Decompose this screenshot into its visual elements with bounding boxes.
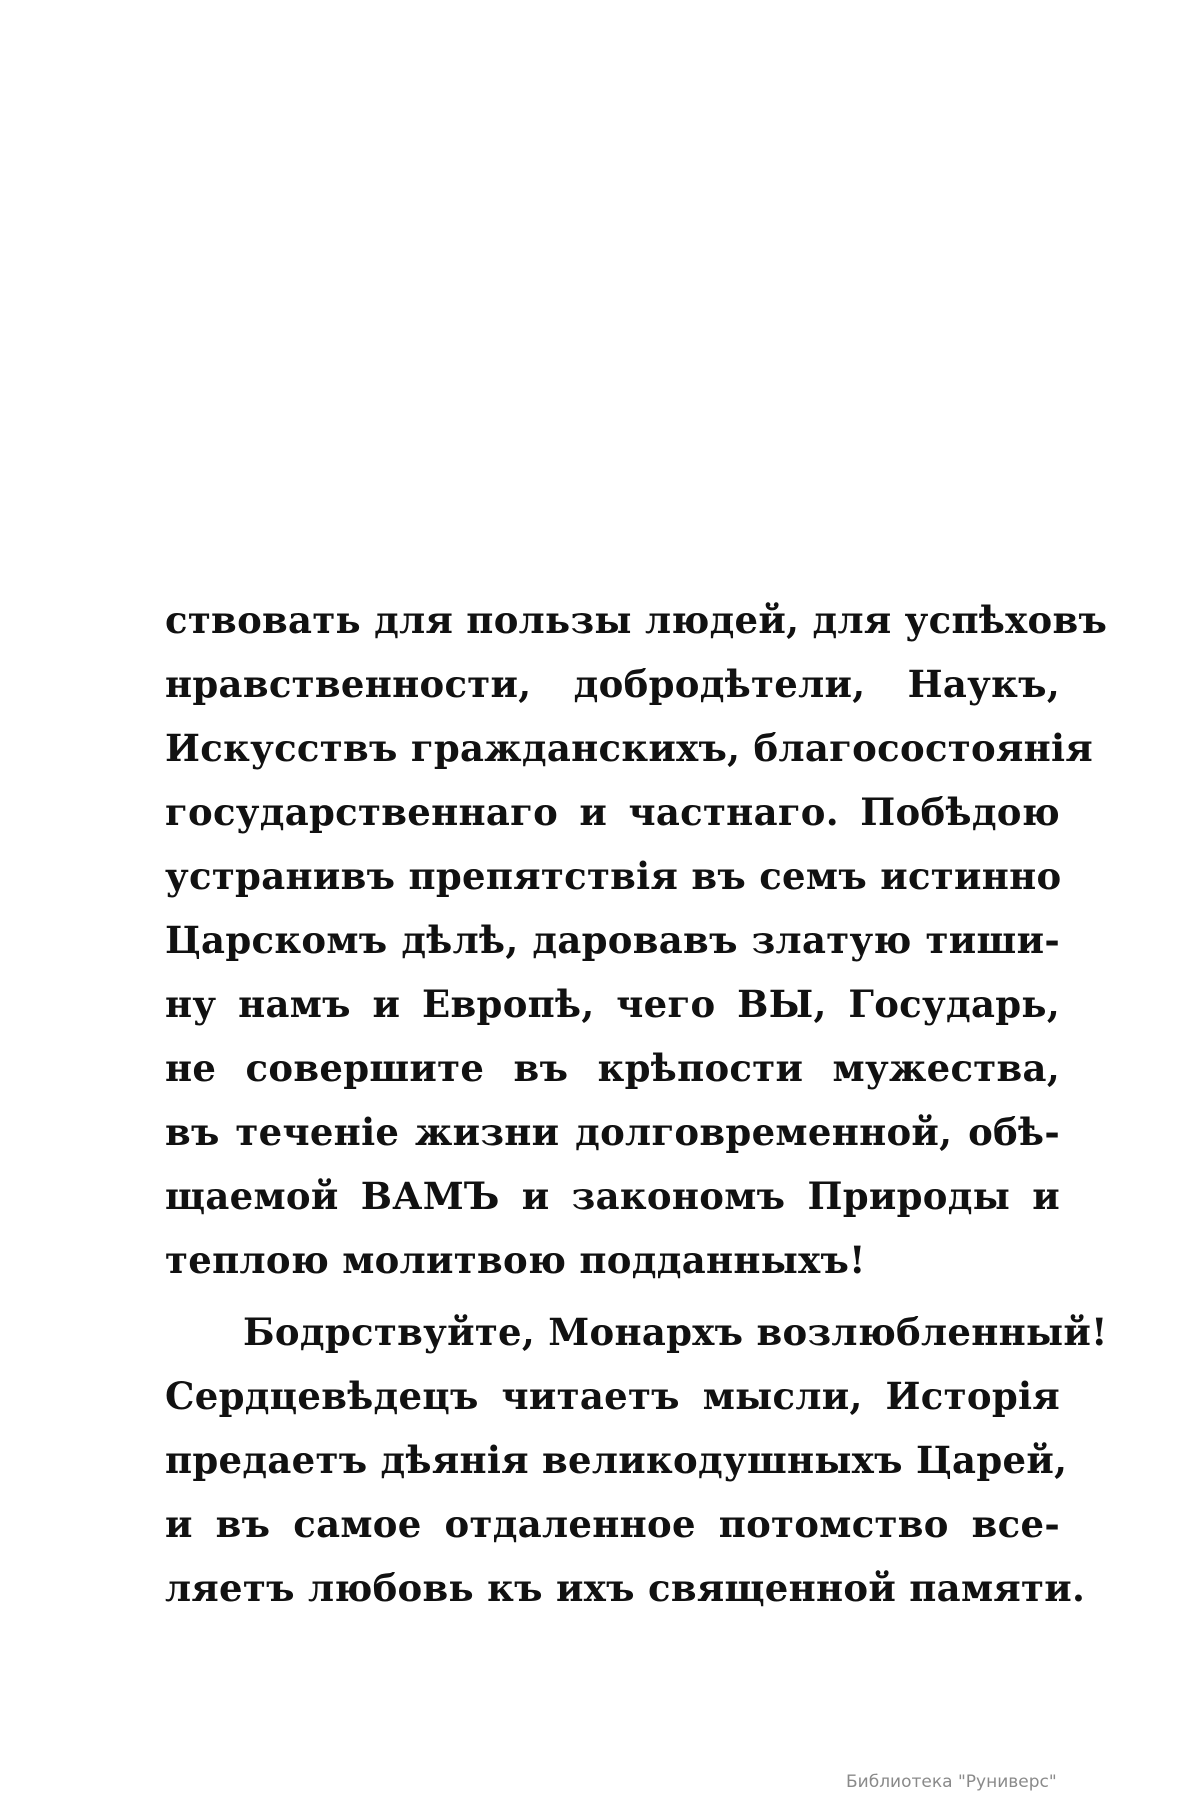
text-line: государственнаго и частнаго. Побѣдою [165, 790, 1060, 834]
text-line: въ теченіе жизни долговременной, обѣ- [165, 1110, 1060, 1154]
text-line: устранивъ препятствія въ семъ истинно [165, 854, 1062, 898]
text-line: Сердцевѣдецъ читаетъ мысли, Исторія [165, 1374, 1060, 1418]
text-line: Искусствъ гражданскихъ, благосостоянія [165, 726, 1093, 770]
text-line: нравственности, добродѣтели, Наукъ, [165, 662, 1060, 706]
library-watermark: Библиотека "Руниверс" [846, 1772, 1057, 1792]
text-line: ствовать для пользы людей, для успѣховъ [165, 598, 1108, 642]
text-line: ну намъ и Европѣ, чего ВЫ, Государь, [165, 982, 1060, 1026]
paragraph-gap [165, 1292, 1060, 1300]
text-line: Бодрствуйте, Монархъ возлюбленный! [243, 1310, 1108, 1354]
text-line: теплою молитвою подданныхъ! [165, 1238, 866, 1282]
text-line: не совершите въ крѣпости мужества, [165, 1046, 1060, 1090]
text-line: и въ самое отдаленное потомство все- [165, 1502, 1060, 1546]
text-line: щаемой ВАМЪ и закономъ Природы и [165, 1174, 1060, 1218]
text-line: Царскомъ дѣлѣ, даровавъ златую тиши- [165, 918, 1060, 962]
text-line: предаетъ дѣянія великодушныхъ Царей, [165, 1438, 1068, 1482]
paragraph-2 [165, 1300, 1108, 1620]
paragraph-1 [165, 588, 1108, 1292]
body-text [165, 588, 1108, 1620]
text-line: ляетъ любовь къ ихъ священной памяти. [165, 1566, 1086, 1610]
